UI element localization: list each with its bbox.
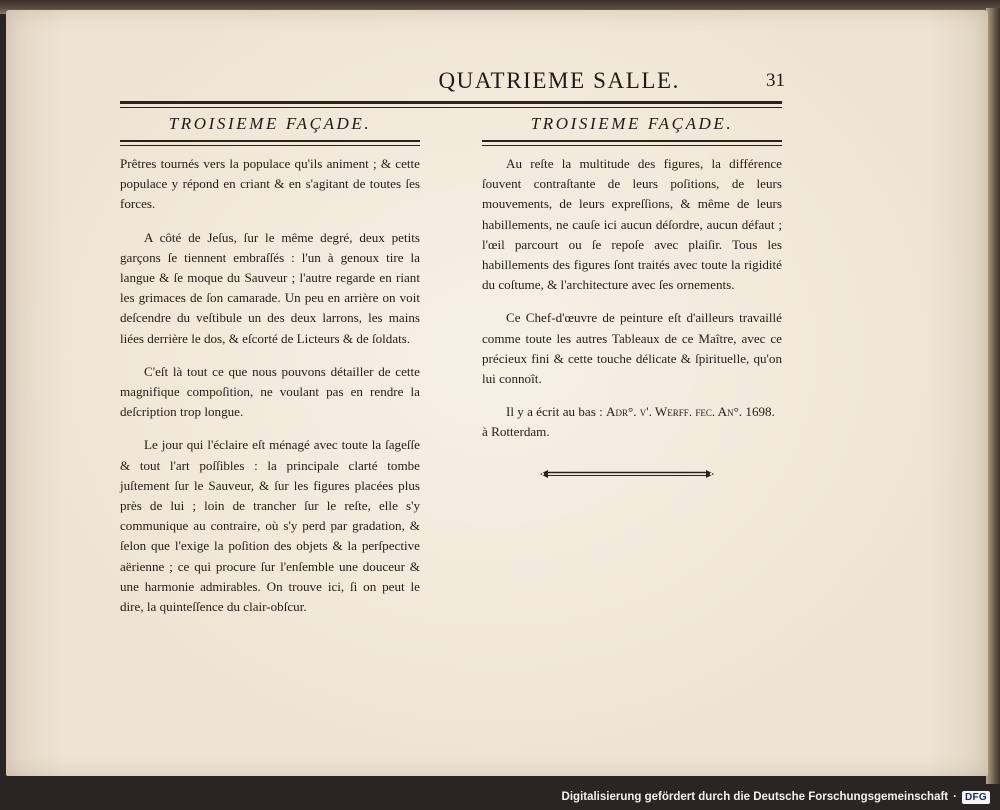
dfg-logo-icon: DFG	[962, 791, 990, 804]
left-column-heading: TROISIEME FAÇADE.	[168, 114, 372, 133]
right-column-heading: TROISIEME FAÇADE.	[530, 114, 734, 133]
credit-separator: ·	[953, 791, 957, 803]
inscription-paragraph	[482, 402, 782, 442]
right-heading-rule	[482, 140, 782, 142]
left-heading-rule	[120, 140, 420, 142]
inscription-signature: Adr°. v'. Werff. fec. An°. 1698.	[606, 404, 775, 420]
right-column	[482, 154, 782, 456]
inscription-place: à Rotterdam.	[482, 424, 550, 440]
running-title: QUATRIEME SALLE.	[438, 68, 680, 93]
ornament-rule	[538, 467, 716, 481]
left-column	[120, 154, 420, 630]
left-heading-rule-thin	[120, 145, 420, 146]
inscription-intro: Il y a écrit au bas :	[506, 404, 603, 420]
left-paragraph-2: A côté de Jeſus, ſur le même degré, deux petits garçons ſe tiennent embraſſés : l'un à genoux tire la langue & ſe moque du Sauveur ; l'autre regarde en riant les grimaces de ſon camarade. Un peu en arrière on voit deſcendre du veſtibule un des deux larrons, les mains liées derrière le dos, & eſcorté de Licteurs & de ſoldats.	[120, 229, 420, 346]
right-heading-rule-thin	[482, 145, 782, 146]
book-right-edge	[986, 8, 1000, 788]
left-paragraph-4: Le jour qui l'éclaire eſt ménagé avec toute la ſageſſe & tout l'art poſſibles : la principale clarté tombe juſtement ſur le Sauveur, & ſur les figures placées plus près de lui ; loin de trancher ſur le reſte, elle s'y communique au contraire, où s'y perd par gradation, & ſelon que l'exige la poſition des objets & la perſpective aërienne ; ce qui procure ſur l'enſemble une douceur & une harmonie admirables. On trouve ici, ſi on peut le dire, la quinteſſence du clair-obſcur.	[120, 437, 420, 615]
page-number: 31	[766, 70, 785, 91]
header-rule-thin	[120, 107, 782, 108]
right-paragraph-2: Ce Chef-d'œuvre de peinture eſt d'ailleurs travaillé comme toute les autres Tableaux de ce Maître, avec ce précieux fini & cette touche délicate & ſpirituelle, qu'on lui connoît.	[482, 310, 782, 387]
credit-text: Digitalisierung gefördert durch die Deutsche Forschungsgemeinschaft	[561, 791, 949, 803]
left-paragraph-3: C'eſt là tout ce que nous pouvons détailler de cette magnifique compoſition, ne voulant pas en rendre la deſcription trop longue.	[120, 363, 420, 420]
left-paragraph-1: Prêtres tournés vers la populace qu'ils animent ; & cette populace y répond en criant & en s'agitant de toutes ſes forces.	[120, 156, 420, 212]
right-paragraph-1: Au reſte la multitude des figures, la différence ſouvent contraſtante de leurs poſitions, de leurs mouvements, de leurs expreſſions, & même de leurs habillements, ne cauſe ici aucun déſordre, aucun défaut ; l'œil parcourt ou ſe repoſe avec plaiſir. Tous les habillements des figures ſont traités avec toute la rigidité du coſtume, & l'architecture avec ſes ornements.	[482, 156, 782, 293]
dfg-credit	[562, 787, 990, 807]
header-rule-thick	[120, 101, 782, 104]
